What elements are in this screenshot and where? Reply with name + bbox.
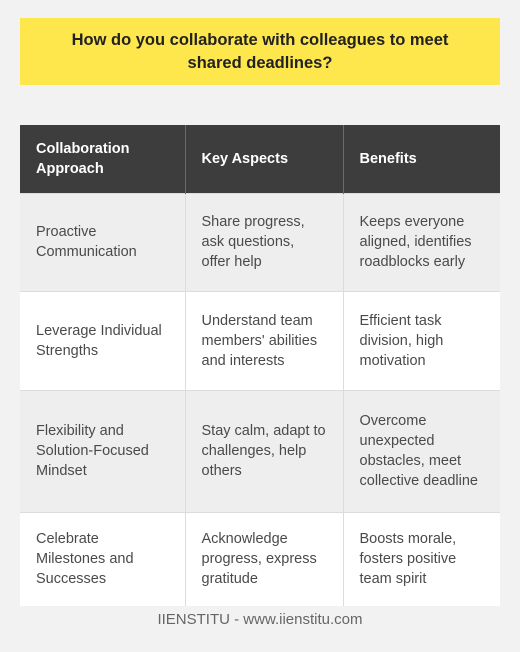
title-banner bbox=[20, 18, 500, 85]
table-cell: Understand team members' abilities and interests bbox=[185, 291, 343, 390]
table-cell: Proactive Communication bbox=[20, 193, 185, 291]
table-row bbox=[20, 193, 500, 291]
table-cell: Flexibility and Solution-Focused Mindset bbox=[20, 390, 185, 512]
table-header-row bbox=[20, 125, 500, 193]
table-row bbox=[20, 390, 500, 512]
footer-credit: IIENSTITU - www.iienstitu.com bbox=[157, 611, 363, 628]
table-cell: Share progress, ask questions, offer help bbox=[185, 193, 343, 291]
table-cell: Overcome unexpected obstacles, meet collective deadline bbox=[343, 390, 500, 512]
table-cell: Leverage Individual Strengths bbox=[20, 291, 185, 390]
table-cell: Keeps everyone aligned, identifies roadblocks early bbox=[343, 193, 500, 291]
column-header-benefits: Benefits bbox=[343, 125, 500, 193]
table-cell: Acknowledge progress, express gratitude bbox=[185, 512, 343, 606]
table-cell: Stay calm, adapt to challenges, help others bbox=[185, 390, 343, 512]
column-header-key-aspects: Key Aspects bbox=[185, 125, 343, 193]
table-row bbox=[20, 291, 500, 390]
page-title: How do you collaborate with colleagues to meet shared deadlines? bbox=[71, 30, 449, 72]
table-cell: Boosts morale, fosters positive team spirit bbox=[343, 512, 500, 606]
table-row bbox=[20, 512, 500, 606]
collaboration-table bbox=[20, 125, 500, 606]
table-cell: Efficient task division, high motivation bbox=[343, 291, 500, 390]
column-header-approach: Collaboration Approach bbox=[20, 125, 185, 193]
table-cell: Celebrate Milestones and Successes bbox=[20, 512, 185, 606]
